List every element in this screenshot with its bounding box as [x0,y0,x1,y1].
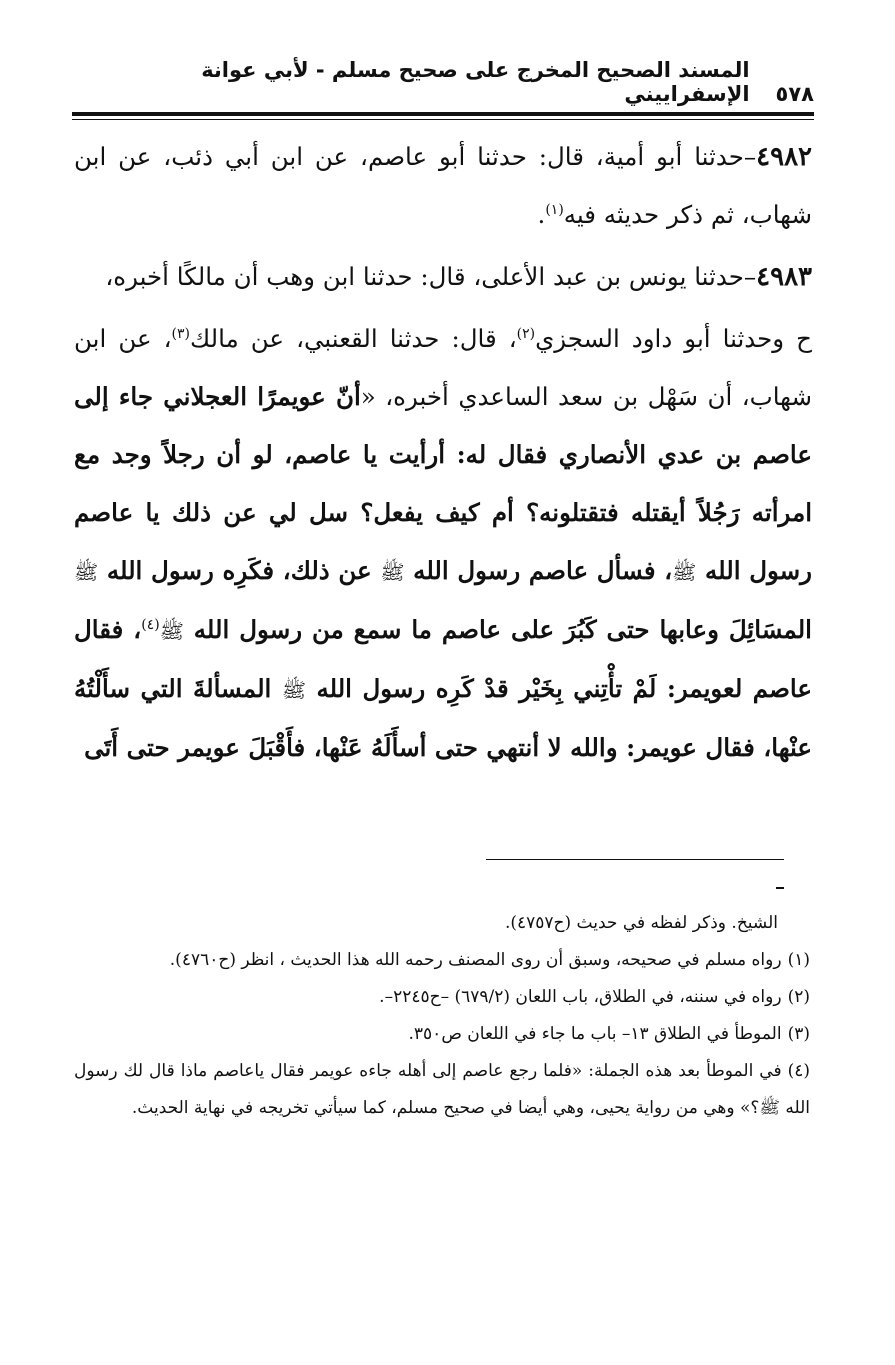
footnote-text: في الموطأ بعد هذه الجملة: «فلما رجع عاصم إلى أهله جاءه عويمر فقال ياعاصم ماذا قال لك رسول الله ﷺ؟» وهي من رواية يحيى، وهي أيضا في صحيح مسلم، كما سيأتي تخريجه في نهاية الحديث. [74,1061,810,1118]
hadith-number: ٤٩٨٣ [756,262,812,292]
footnote-dash [776,887,784,889]
footnote-number: (٣) [787,1024,810,1044]
matn-text: أنّ عويمرًا العجلاني جاء إلى عاصم بن عدي الأنصاري فقال له: أرأيت يا عاصم، لو أن رجلاً وجد مع امرأته رَجُلاً أيقتله فتقتلونه؟ أم كيف يفعل؟ سل لي عن ذلك يا عاصم رسول الله [74,382,813,585]
matn-text: ، فسأل عاصم رسول الله [404,556,673,585]
running-title: المسند الصحيح المخرج على صحيح مسلم - لأبي عوانة الإسفراييني [201,58,750,106]
footnote-separator [486,859,784,860]
matn-text: ، فقال عاصم لعويمر: لَمْ تأْتِني بِخَيْر قدْ كَرِه رسول الله [74,615,812,703]
matn-text: المسألةَ التي سأَلْتُهُ عنْها، فقال عويمر: والله لا أنتهي حتى أسأَلَهُ عَنْها، فأَقْبَلَ عويمر حتى أَتَى [74,674,812,762]
footnote-2 [74,979,810,1016]
footnote-text: الموطأ في الطلاق ١٣– باب ما جاء في اللعان ص٣٥٠. [408,1024,782,1044]
footnote-1 [74,942,810,979]
footnote-number: (٢) [787,987,810,1007]
salawat-glyph: ﷺ [281,678,306,702]
footnote-ref: (٢) [516,325,536,342]
isnad-text: ح وحدثنا أبو داود السجزي [535,324,812,353]
footnote-4 [74,1053,810,1127]
footnote-text: رواه في سننه، في الطلاق، باب اللعان (٦٧٩/٢) –ح٢٢٤٥–. [379,987,782,1007]
salawat-glyph: ﷺ [159,619,184,643]
matn-text: عن ذلك، فكَرِه رسول الله [98,556,381,585]
isnad-text: ، عن ابن شهاب، أن سَهْل بن سعد الساعدي أخبره، « [74,324,812,411]
header-rule-thin [72,119,814,120]
footnote-number: (٤) [787,1061,810,1081]
footnote-ref: (٣) [171,325,191,342]
hadith-end: . [537,200,546,229]
hadith-4983 [74,248,812,306]
salawat-glyph: ﷺ [672,560,697,584]
hadith-number: ٤٩٨٢ [756,142,812,172]
footnote-continuation: الشيخ. وذكر لفظه في حديث (ح٤٧٥٧). [504,913,778,933]
footnotes [74,905,810,1127]
page-number: ٥٧٨ [775,82,814,106]
page-header [72,58,814,106]
salawat-glyph: ﷺ [380,560,405,584]
footnote-ref: (٤) [141,616,160,633]
hadith-text: –حدثنا أبو أمية، قال: حدثنا أبو عاصم، عن ابن أبي ذئب، عن ابن شهاب، ثم ذكر حديثه فيه [74,142,812,229]
footnote-3 [74,1016,810,1053]
isnad-text: ، قال: حدثنا القعنبي، عن مالك [190,324,517,353]
footnote-ref: (١) [545,201,564,218]
footnote-text: رواه مسلم في صحيحه، وسبق أن روى المصنف رحمه الله هذا الحديث ، انظر (ح٤٧٦٠). [169,950,782,970]
main-text [74,128,812,781]
header-rule-thick [72,112,814,116]
matn-text: المسَائِلَ وعابها حتى كَبُرَ على عاصم ما سمع من رسول الله [183,615,812,644]
hadith-text: –حدثنا يونس بن عبد الأعلى، قال: حدثنا ابن وهب أن مالكًا أخبره، [105,262,757,291]
footnote-number: (١) [787,950,810,970]
hadith-4982 [74,128,812,244]
salawat-glyph: ﷺ [74,560,99,584]
isnad-paragraph [74,310,812,777]
